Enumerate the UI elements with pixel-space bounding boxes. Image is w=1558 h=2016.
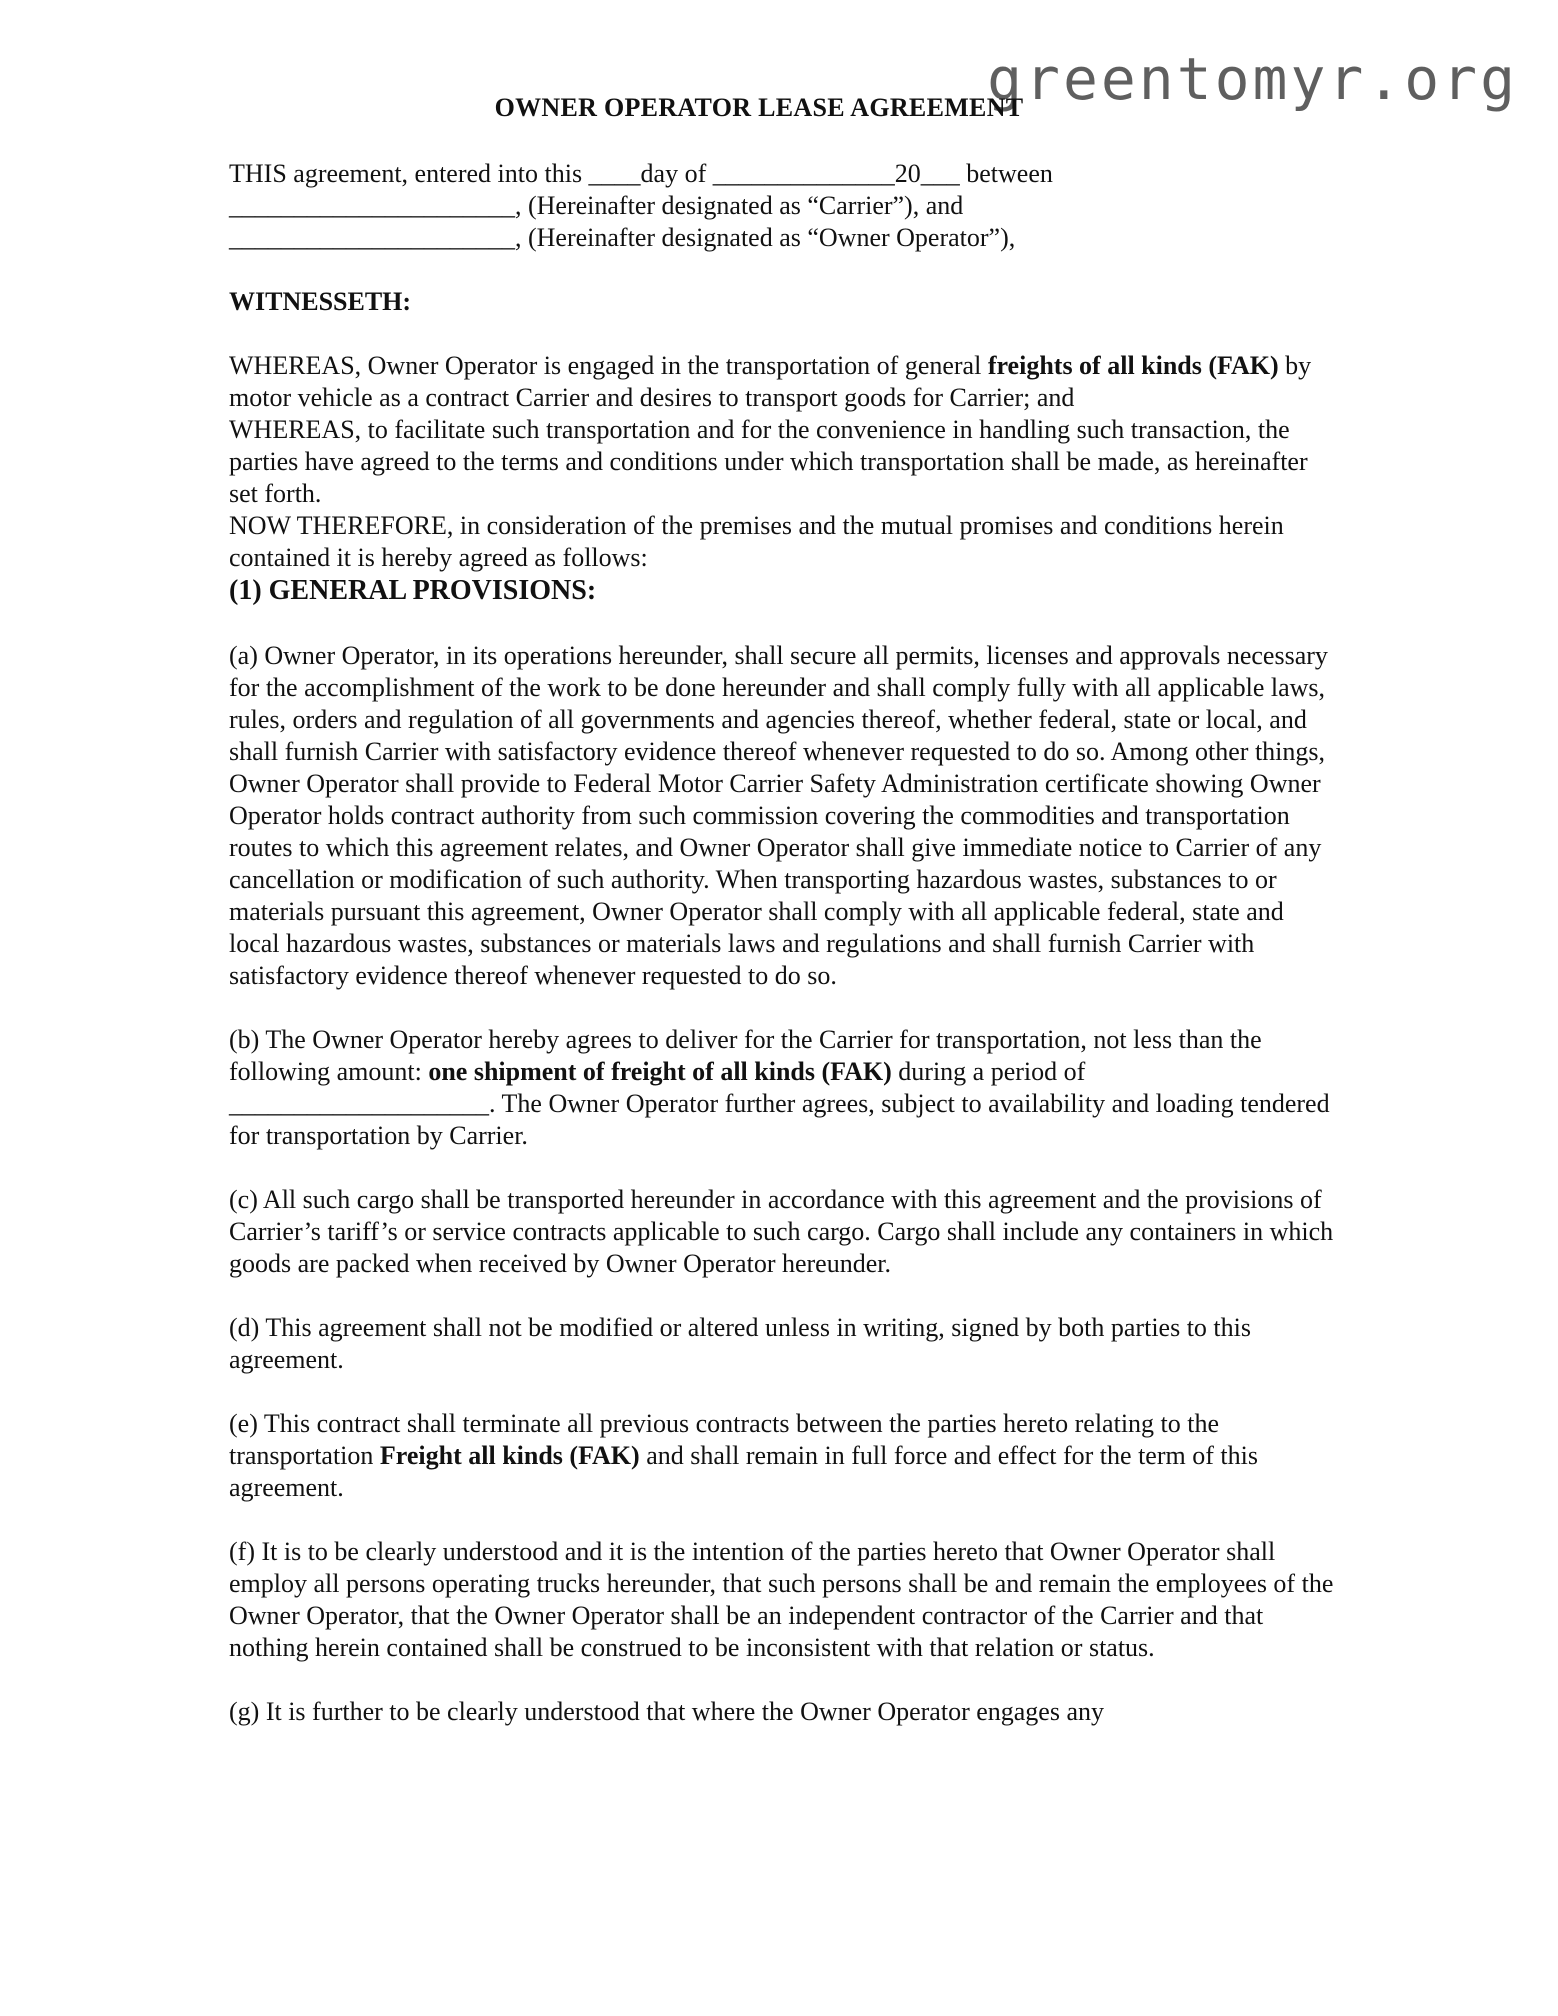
clause-a: (a) Owner Operator, in its operations hereunder, shall secure all permits, licenses and approvals necessary for the accomplishment of the work to be done hereunder and shall comply fully with all applicable laws, rules, orders and regulation of all governments and agencies thereof, whether federal, state or local, and shall furnish Carrier with satisfactory evidence thereof whenever requested to do so. Among other things, Owner Operator shall provide to Federal Motor Carrier Safety Administration certificate showing Owner Operator holds contract authority from such commission covering the commodities and transportation routes to which this agreement relates, and Owner Operator shall give immediate notice to Carrier of any cancellation or modification of such authority. When transporting hazardous wastes, substances to or materials pursuant this agreement, Owner Operator shall comply with all applicable federal, state and local hazardous wastes, substances or materials laws and regulations and shall furnish Carrier with satisfactory evidence thereof whenever requested to do so. [229,641,1328,990]
intro-line: ______________________, (Hereinafter designated as “Carrier”), and [229,191,964,220]
clause-text: (b) The Owner Operator hereby agrees to deliver for the Carrier for transportation, not less than the following amount: [229,1025,1262,1086]
clause-d: (d) This agreement shall not be modified or altered unless in writing, signed by both parties to this agreement. [229,1313,1251,1374]
intro-line: ______________________, (Hereinafter designated as “Owner Operator”), [229,223,1016,252]
clause-f: (f) It is to be clearly understood and it is the intention of the parties hereto that Owner Operator shall employ all persons operating trucks hereunder, that such persons shall be and remain the employees of the Owner Operator, that the Owner Operator shall be an independent contractor of the Carrier and that nothing herein contained shall be construed to be inconsistent with that relation or status. [229,1537,1334,1662]
clause-c: (c) All such cargo shall be transported hereunder in accordance with this agreement and the provisions of Carrier’s tariff’s or service contracts applicable to such cargo. Cargo shall include any containers in which goods are packed when received by Owner Operator hereunder. [229,1185,1334,1278]
clause-bold-text: one shipment of freight of all kinds (FAK) [428,1057,892,1086]
clause-b [229,1024,1339,1152]
clause-text: during a period of ____________________. The Owner Operator further agrees, subject to availability and loading tendered for transportation by Carrier. [229,1057,1330,1150]
clause-text: and shall remain in full force and effect for the term of this agreement. [229,1441,1258,1502]
document-body [229,92,1339,1760]
whereas-paragraph [229,350,1339,414]
intro-block [229,158,1339,254]
section-heading: (1) GENERAL PROVISIONS: [229,575,597,606]
watermark: greentomyr.org [987,45,1518,113]
clause-e [229,1408,1339,1504]
whereas-bold-text: freights of all kinds (FAK) [987,351,1279,380]
whereas-text: by motor vehicle as a contract Carrier and desires to transport goods for Carrier; and [229,351,1312,412]
clause-bold-text: Freight all kinds (FAK) [379,1441,640,1470]
whereas-paragraph: WHEREAS, to facilitate such transportation and for the convenience in handling such transaction, the parties have agreed to the terms and conditions under which transportation shall be made, as hereinafter set forth. [229,415,1308,508]
document-title: OWNER OPERATOR LEASE AGREEMENT [494,93,1024,122]
whereas-text: WHEREAS, Owner Operator is engaged in the transportation of general [229,351,988,380]
intro-line: THIS agreement, entered into this ____day of ______________20___ between [229,159,1053,188]
witnesseth-heading: WITNESSETH: [229,287,412,316]
clause-g: (g) It is further to be clearly understood that where the Owner Operator engages any [229,1697,1104,1726]
recitals-block [229,350,1339,574]
clause-text: (e) This contract shall terminate all previous contracts between the parties hereto relating to the transportation [229,1409,1220,1470]
now-therefore-paragraph: NOW THEREFORE, in consideration of the premises and the mutual promises and conditions herein contained it is hereby agreed as follows: [229,511,1284,572]
